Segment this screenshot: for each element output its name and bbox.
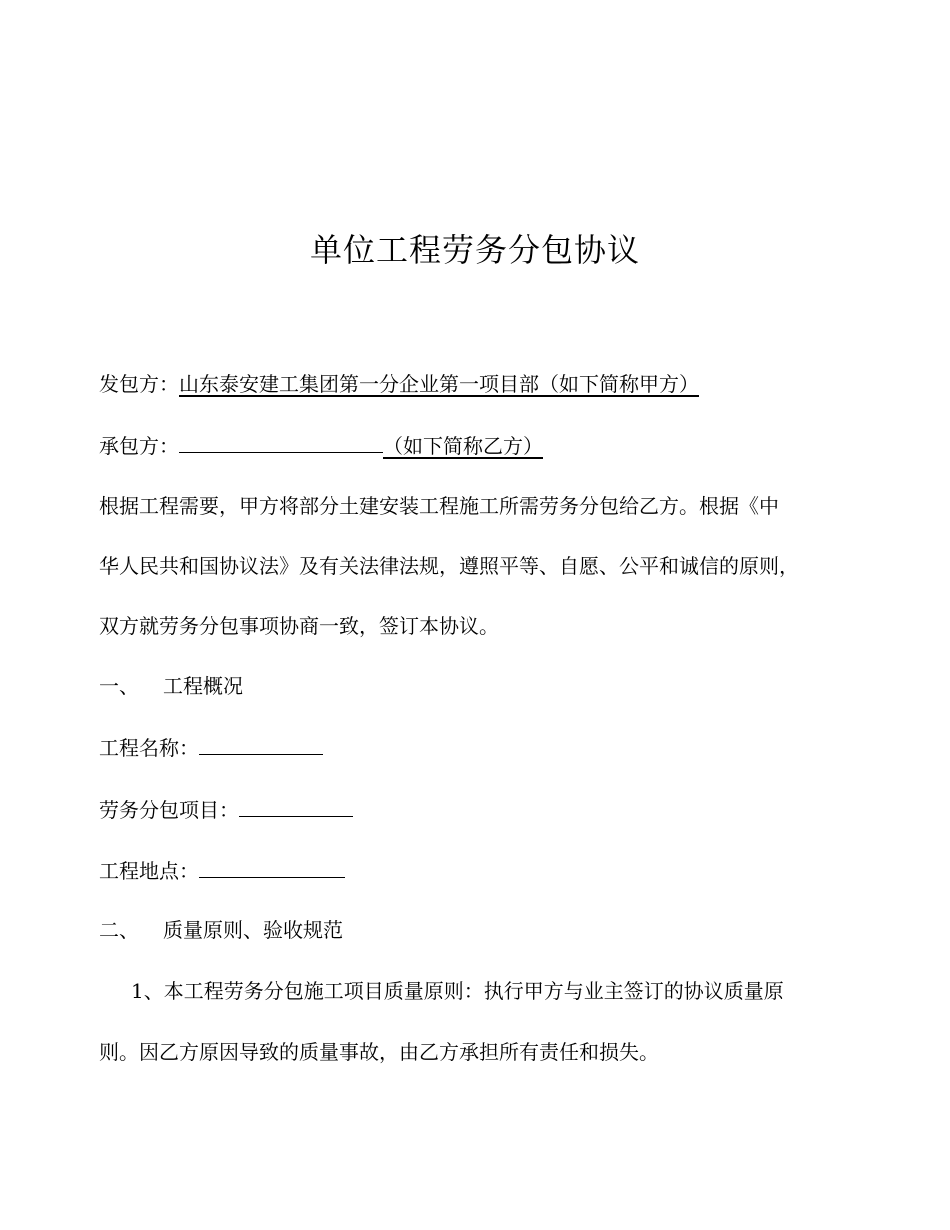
employer-value: 山东泰安建工集团第一分企业第一项目部（如下简称甲方） — [179, 372, 699, 396]
project-name-field — [99, 732, 323, 762]
project-name-label: 工程名称： — [99, 736, 199, 760]
employer-label: 发包方： — [99, 372, 179, 396]
contractor-line — [99, 430, 543, 460]
contractor-blank — [179, 430, 383, 453]
location-field — [99, 855, 345, 885]
project-name-blank — [199, 732, 323, 755]
section-2-title: 质量原则、验收规范 — [163, 918, 343, 942]
intro-paragraph-line-2: 华人民共和国协议法》及有关法律法规，遵照平等、自愿、公平和诚信的原则， — [99, 554, 799, 578]
section-heading-2 — [99, 916, 343, 944]
intro-paragraph-line-1: 根据工程需要，甲方将部分土建安装工程施工所需劳务分包给乙方。根据《中 — [99, 494, 779, 518]
employer-line — [99, 370, 699, 398]
location-label: 工程地点： — [99, 859, 199, 883]
section-1-title: 工程概况 — [163, 674, 243, 698]
subcontract-item-label: 劳务分包项目： — [99, 798, 239, 822]
section-1-number: 一、 — [99, 674, 139, 698]
subcontract-item-field — [99, 794, 353, 824]
location-blank — [199, 855, 345, 878]
document-title: 单位工程劳务分包协议 — [309, 231, 640, 269]
subcontract-item-blank — [239, 794, 353, 817]
intro-paragraph-line-3: 双方就劳务分包事项协商一致，签订本协议。 — [99, 614, 499, 638]
contractor-label: 承包方： — [99, 434, 179, 458]
clause-1-line-1: 1、本工程劳务分包施工项目质量原则：执行甲方与业主签订的协议质量原 — [131, 979, 784, 1003]
section-heading-1 — [99, 672, 243, 700]
clause-1-line-2: 则。因乙方原因导致的质量事故，由乙方承担所有责任和损失。 — [99, 1040, 659, 1064]
section-2-number: 二、 — [99, 918, 139, 942]
contractor-suffix: （如下简称乙方） — [383, 434, 543, 458]
